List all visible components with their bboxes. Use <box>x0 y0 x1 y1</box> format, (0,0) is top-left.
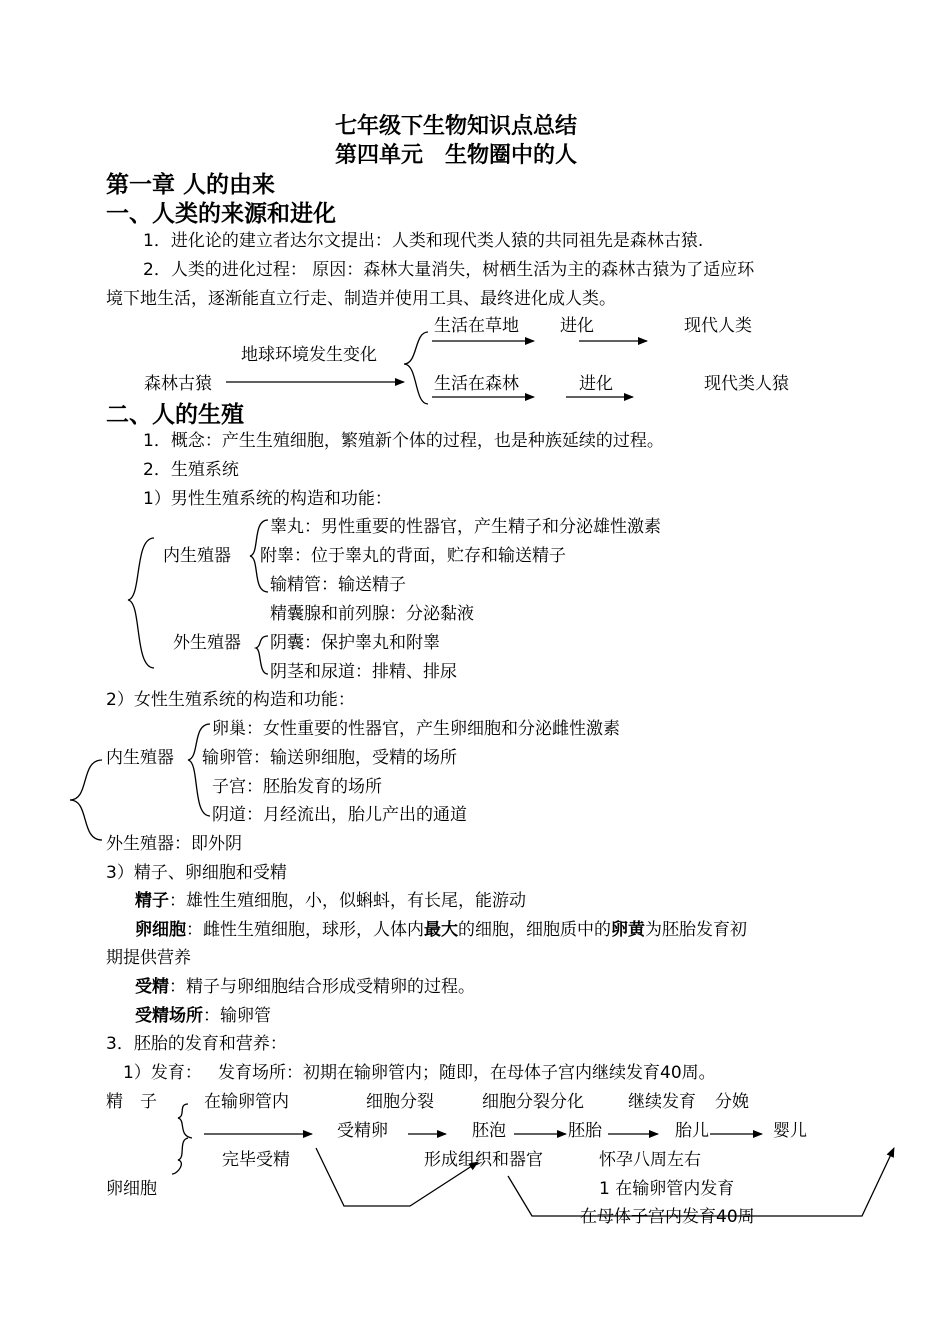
male-testis: 睾丸：男性重要的性器官，产生精子和分泌雄性激素 <box>270 517 661 537</box>
section-heading-reproduction: 二、人的生殖 <box>106 402 244 428</box>
flow-eight-weeks: 怀孕八周左右 <box>599 1150 701 1170</box>
egg-largest: 最大 <box>424 920 458 940</box>
male-external-label: 外生殖器 <box>173 633 241 653</box>
male-penis: 阴茎和尿道：排精、排尿 <box>270 662 457 682</box>
male-scrotum: 阴囊：保护睾丸和附睾 <box>270 633 440 653</box>
evolution-evolve-2: 进化 <box>579 374 613 394</box>
male-external-brace <box>256 636 268 674</box>
evolution-change-label: 地球环境发生变化 <box>241 345 377 365</box>
flow-continue: 继续发育 <box>628 1092 696 1112</box>
evolution-origin: 森林古猿 <box>144 374 212 394</box>
fertilization-definition <box>135 979 475 996</box>
egg-description-2: 的细胞，细胞质中的 <box>458 920 611 940</box>
female-oviduct: 输卵管：输送卵细胞，受精的场所 <box>202 748 457 768</box>
male-title: 1）男性生殖系统的构造和功能： <box>143 489 392 509</box>
embryo-title: 3．胚胎的发育和营养： <box>106 1034 287 1054</box>
origin-paragraph-2-cont: 境下地生活，逐渐能直立行走、制造并使用工具、最终进化成人类。 <box>106 289 616 309</box>
sperm-term: 精子 <box>135 891 169 911</box>
reproduction-system-label: 2．生殖系统 <box>143 460 239 480</box>
cells-title: 3）精子、卵细胞和受精 <box>106 863 287 883</box>
fertilization-description: ：精子与卵细胞结合形成受精卵的过程。 <box>169 977 475 997</box>
flow-egg: 卵细胞 <box>106 1179 157 1199</box>
flow-fertilization-complete: 完毕受精 <box>222 1150 290 1170</box>
page-title: 七年级下生物知识点总结 <box>335 114 578 139</box>
egg-yolk: 卵黄 <box>611 920 645 940</box>
female-outer-brace <box>70 760 102 840</box>
evolution-branch-grass: 生活在草地 <box>434 316 519 336</box>
evolution-brace <box>404 332 428 404</box>
female-internal-label: 内生殖器 <box>106 748 174 768</box>
flow-embryo: 胚胎 <box>568 1121 602 1141</box>
female-uterus: 子宫：胚胎发育的场所 <box>212 777 382 797</box>
fertilization-term: 受精 <box>135 977 169 997</box>
evolution-result-apes: 现代类人猿 <box>704 374 789 394</box>
egg-description-3: 为胚胎发育初 <box>645 920 747 940</box>
flow-birth: 分娩 <box>715 1092 749 1112</box>
flow-form-tissue: 形成组织和器官 <box>424 1150 543 1170</box>
male-vas-deferens: 输精管：输送精子 <box>270 575 406 595</box>
male-epididymis: 附睾：位于睾丸的背面，贮存和输送精子 <box>260 546 566 566</box>
sperm-definition <box>135 893 526 910</box>
embryo-bottom-brace <box>172 1138 188 1174</box>
flow-oviduct-development: 1 在输卵管内发育 <box>599 1179 735 1199</box>
male-internal-label: 内生殖器 <box>163 546 231 566</box>
chapter-heading: 第一章 人的由来 <box>106 172 276 198</box>
embryo-development: 1）发育： 发育场所：初期在输卵管内；随即，在母体子宫内继续发育40周。 <box>123 1063 716 1083</box>
flow-zygote: 受精卵 <box>337 1121 388 1141</box>
evolution-result-humans: 现代人类 <box>684 316 752 336</box>
fertilization-site <box>135 1008 271 1025</box>
male-outer-brace <box>128 538 154 668</box>
origin-paragraph-1: 1．进化论的建立者达尔文提出：人类和现代类人猿的共同祖先是森林古猿. <box>143 231 704 251</box>
page-subtitle: 第四单元 生物圈中的人 <box>335 143 578 168</box>
flow-baby: 婴儿 <box>773 1121 807 1141</box>
section-heading-origin: 一、人类的来源和进化 <box>106 201 336 227</box>
flow-cell-division: 细胞分裂 <box>366 1092 434 1112</box>
male-glands: 精囊腺和前列腺：分泌黏液 <box>270 604 474 624</box>
reproduction-concept: 1．概念：产生生殖细胞，繁殖新个体的过程，也是种族延续的过程。 <box>143 431 664 451</box>
female-vagina: 阴道：月经流出，胎儿产出的通道 <box>212 805 467 825</box>
female-ovary: 卵巢：女性重要的性器官，产生卵细胞和分泌雌性激素 <box>212 719 620 739</box>
egg-description-cont: 期提供营养 <box>106 948 191 968</box>
egg-description-1: ：雌性生殖细胞，球形，人体内 <box>186 920 424 940</box>
female-external: 外生殖器：即外阴 <box>106 834 242 854</box>
flow-division-differentiation: 细胞分裂分化 <box>482 1092 584 1112</box>
egg-term: 卵细胞 <box>135 920 186 940</box>
flow-uterus-development: 在母体子宫内发育40周 <box>580 1207 755 1227</box>
flow-sperm: 精 子 <box>106 1092 157 1112</box>
embryo-top-brace <box>178 1104 192 1138</box>
evolution-branch-forest: 生活在森林 <box>434 374 519 394</box>
fertilization-site-term: 受精场所 <box>135 1006 203 1026</box>
flow-in-oviduct: 在输卵管内 <box>204 1092 289 1112</box>
egg-definition <box>135 922 747 939</box>
female-internal-brace <box>188 724 210 816</box>
female-title: 2）女性生殖系统的构造和功能： <box>106 690 355 710</box>
sperm-description: ：雄性生殖细胞，小，似蝌蚪，有长尾，能游动 <box>169 891 526 911</box>
fertilization-site-description: ：输卵管 <box>203 1006 271 1026</box>
flow-blastocyst: 胚泡 <box>472 1121 506 1141</box>
evolution-evolve-1: 进化 <box>560 316 594 336</box>
origin-paragraph-2: 2．人类的进化过程： 原因：森林大量消失，树栖生活为主的森林古猿为了适应环 <box>143 260 755 280</box>
flow-fetus: 胎儿 <box>675 1121 709 1141</box>
